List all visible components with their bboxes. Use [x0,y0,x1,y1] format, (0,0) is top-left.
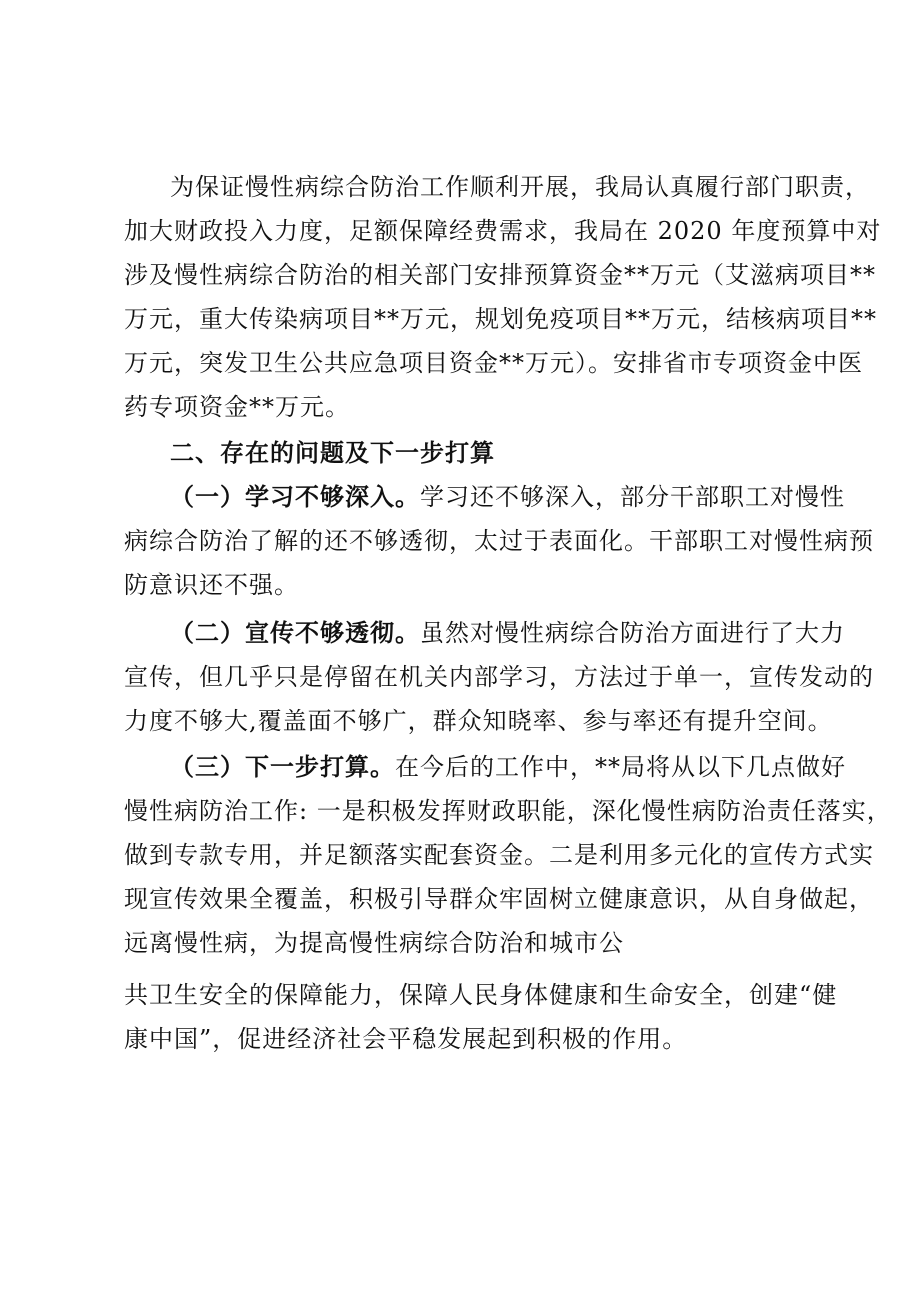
item3-first-line [170,752,870,782]
item3-line-7: 康中国”，促进经济社会平稳发展起到积极的作用。 [124,1025,688,1053]
item3-line-4: 现宣传效果全覆盖，积极引导群众牢固树立健康意识，从自身做起， [124,885,874,913]
item3-line-3: 做到专款专用，并足额落实配套资金。二是利用多元化的宣传方式实 [124,841,874,869]
item1-first-line [170,482,870,512]
item1-line-2: 病综合防治了解的还不够透彻，太过于表面化。干部职工对慢性病预 [124,527,874,555]
item3-line-5: 远离慢性病，为提高慢性病综合防治和城市公 [124,929,624,957]
item3-line-2: 慢性病防治工作: 一是积极发挥财政职能，深化慢性病防治责任落实， [124,797,892,825]
paragraph1-line-5: 万元，突发卫生公共应急项目资金**万元）。安排省市专项资金中医 [124,349,863,377]
item3-first-line-rest: 在今后的工作中，**局将从以下几点做好 [395,753,846,781]
paragraph1-line-6: 药专项资金**万元。 [124,393,350,421]
item1-title: （一）学习不够深入。 [170,483,420,511]
item3-line-6: 共卫生安全的保障能力，保障人民身体健康和生命安全，创建“健 [124,981,838,1009]
section-heading: 二、存在的问题及下一步打算 [170,439,495,467]
item2-title: （二）宣传不够透彻。 [170,619,420,647]
item2-first-line-rest: 虽然对慢性病综合防治方面进行了大力 [420,619,845,647]
item1-line-3: 防意识还不强。 [124,571,299,599]
paragraph1-line-3: 涉及慢性病综合防治的相关部门安排预算资金**万元（艾滋病项目** [124,261,876,289]
item1-first-line-rest: 学习还不够深入，部分干部职工对慢性 [420,483,845,511]
item2-line-2: 宣传，但几乎只是停留在机关内部学习，方法过于单一，宣传发动的 [124,663,874,691]
paragraph1-line-4: 万元，重大传染病项目**万元，规划免疫项目**万元，结核病项目** [124,305,877,333]
item3-title: （三）下一步打算。 [170,753,395,781]
item2-first-line [170,618,870,648]
paragraph1-line-1: 为保证慢性病综合防治工作顺利开展，我局认真履行部门职责， [170,173,870,201]
item2-line-3: 力度不够大,覆盖面不够广，群众知晓率、参与率还有提升空间。 [124,707,833,735]
paragraph1-line-2: 加大财政投入力度，足额保障经费需求，我局在 2020 年度预算中对 [124,217,882,245]
